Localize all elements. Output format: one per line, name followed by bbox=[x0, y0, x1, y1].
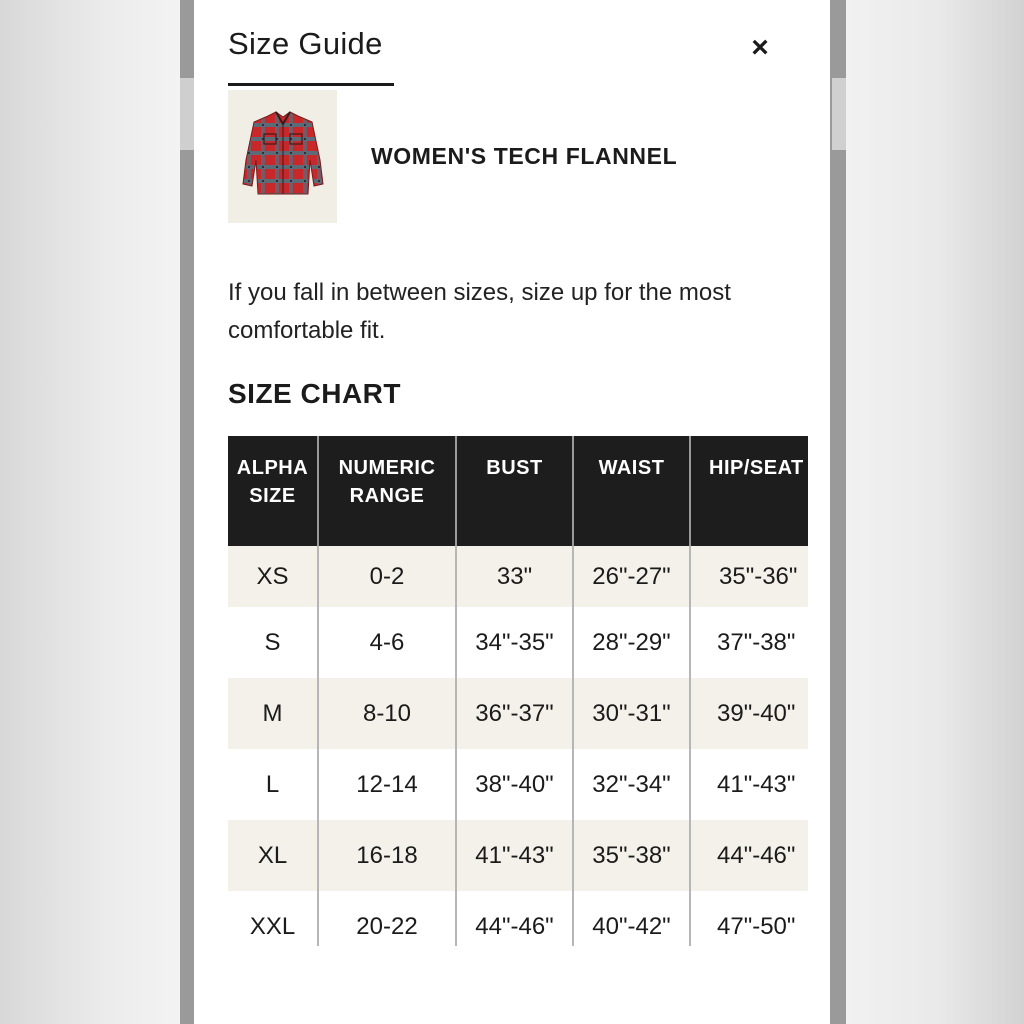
table-cell: 16-18 bbox=[318, 820, 456, 891]
table-row bbox=[228, 607, 808, 678]
background-sliver-left bbox=[180, 78, 194, 150]
table-cell: 37"-38" bbox=[690, 607, 808, 678]
table-row bbox=[228, 820, 808, 891]
table-row bbox=[228, 891, 808, 946]
size-chart-table bbox=[228, 436, 808, 946]
table-row bbox=[228, 678, 808, 749]
table-cell: S bbox=[264, 628, 281, 656]
sizing-note: If you fall in between sizes, size up for the most comfortable fit. bbox=[228, 279, 731, 344]
table-cell: 26"-27" bbox=[573, 546, 690, 607]
table-cell: 35"-36" bbox=[690, 546, 808, 607]
background-sliver-right bbox=[832, 78, 846, 150]
table-cell: 4-6 bbox=[318, 607, 456, 678]
product-name: WOMEN'S TECH FLANNEL bbox=[371, 143, 678, 169]
table-cell: 35"-38" bbox=[573, 820, 690, 891]
table-cell: 36"-37" bbox=[456, 678, 573, 749]
red-plaid-shirt-icon bbox=[228, 90, 337, 223]
table-cell: 44"-46" bbox=[456, 891, 573, 946]
table-cell: 44"-46" bbox=[690, 820, 808, 891]
table-cell: 0-2 bbox=[318, 546, 456, 607]
table-cell: 47"-50" bbox=[690, 891, 808, 946]
table-cell: XXL bbox=[249, 912, 296, 940]
title-underline bbox=[228, 83, 394, 86]
table-header-row bbox=[228, 436, 808, 546]
close-button[interactable]: × bbox=[751, 31, 769, 64]
background-left bbox=[0, 0, 180, 1024]
size-guide-modal bbox=[194, 0, 830, 1024]
column-header-hip-seat: HIP/SEAT bbox=[690, 436, 808, 546]
table-cell: L bbox=[265, 770, 280, 798]
product-thumbnail bbox=[228, 90, 337, 223]
table-row bbox=[228, 749, 808, 820]
table-cell: 30"-31" bbox=[573, 678, 690, 749]
table-row bbox=[228, 546, 808, 607]
table-cell: 38"-40" bbox=[456, 749, 573, 820]
background-right bbox=[846, 0, 1024, 1024]
table-cell: 8-10 bbox=[318, 678, 456, 749]
table-cell: 28"-29" bbox=[573, 607, 690, 678]
column-header-waist: WAIST bbox=[573, 436, 690, 546]
table-cell: 33" bbox=[456, 546, 573, 607]
table-cell: M bbox=[228, 678, 318, 749]
table-cell: 32"-34" bbox=[573, 749, 690, 820]
size-chart-heading: SIZE CHART bbox=[228, 378, 401, 409]
table-cell: 40"-42" bbox=[573, 891, 690, 946]
table-cell: XS bbox=[228, 546, 318, 607]
table-cell: 20-22 bbox=[318, 891, 456, 946]
table-cell: 34"-35" bbox=[456, 607, 573, 678]
column-header-alpha-size: ALPHA SIZE bbox=[228, 436, 318, 546]
table-cell: 12-14 bbox=[318, 749, 456, 820]
table-cell: 39"-40" bbox=[690, 678, 808, 749]
table-cell: 41"-43" bbox=[456, 820, 573, 891]
modal-title: Size Guide bbox=[228, 26, 383, 61]
table-cell: XL bbox=[228, 820, 318, 891]
table-cell: 41"-43" bbox=[690, 749, 808, 820]
column-header-numeric-range: NUMERIC RANGE bbox=[318, 436, 456, 546]
column-header-bust: BUST bbox=[456, 436, 573, 546]
size-chart-table-scroll[interactable] bbox=[228, 436, 808, 946]
